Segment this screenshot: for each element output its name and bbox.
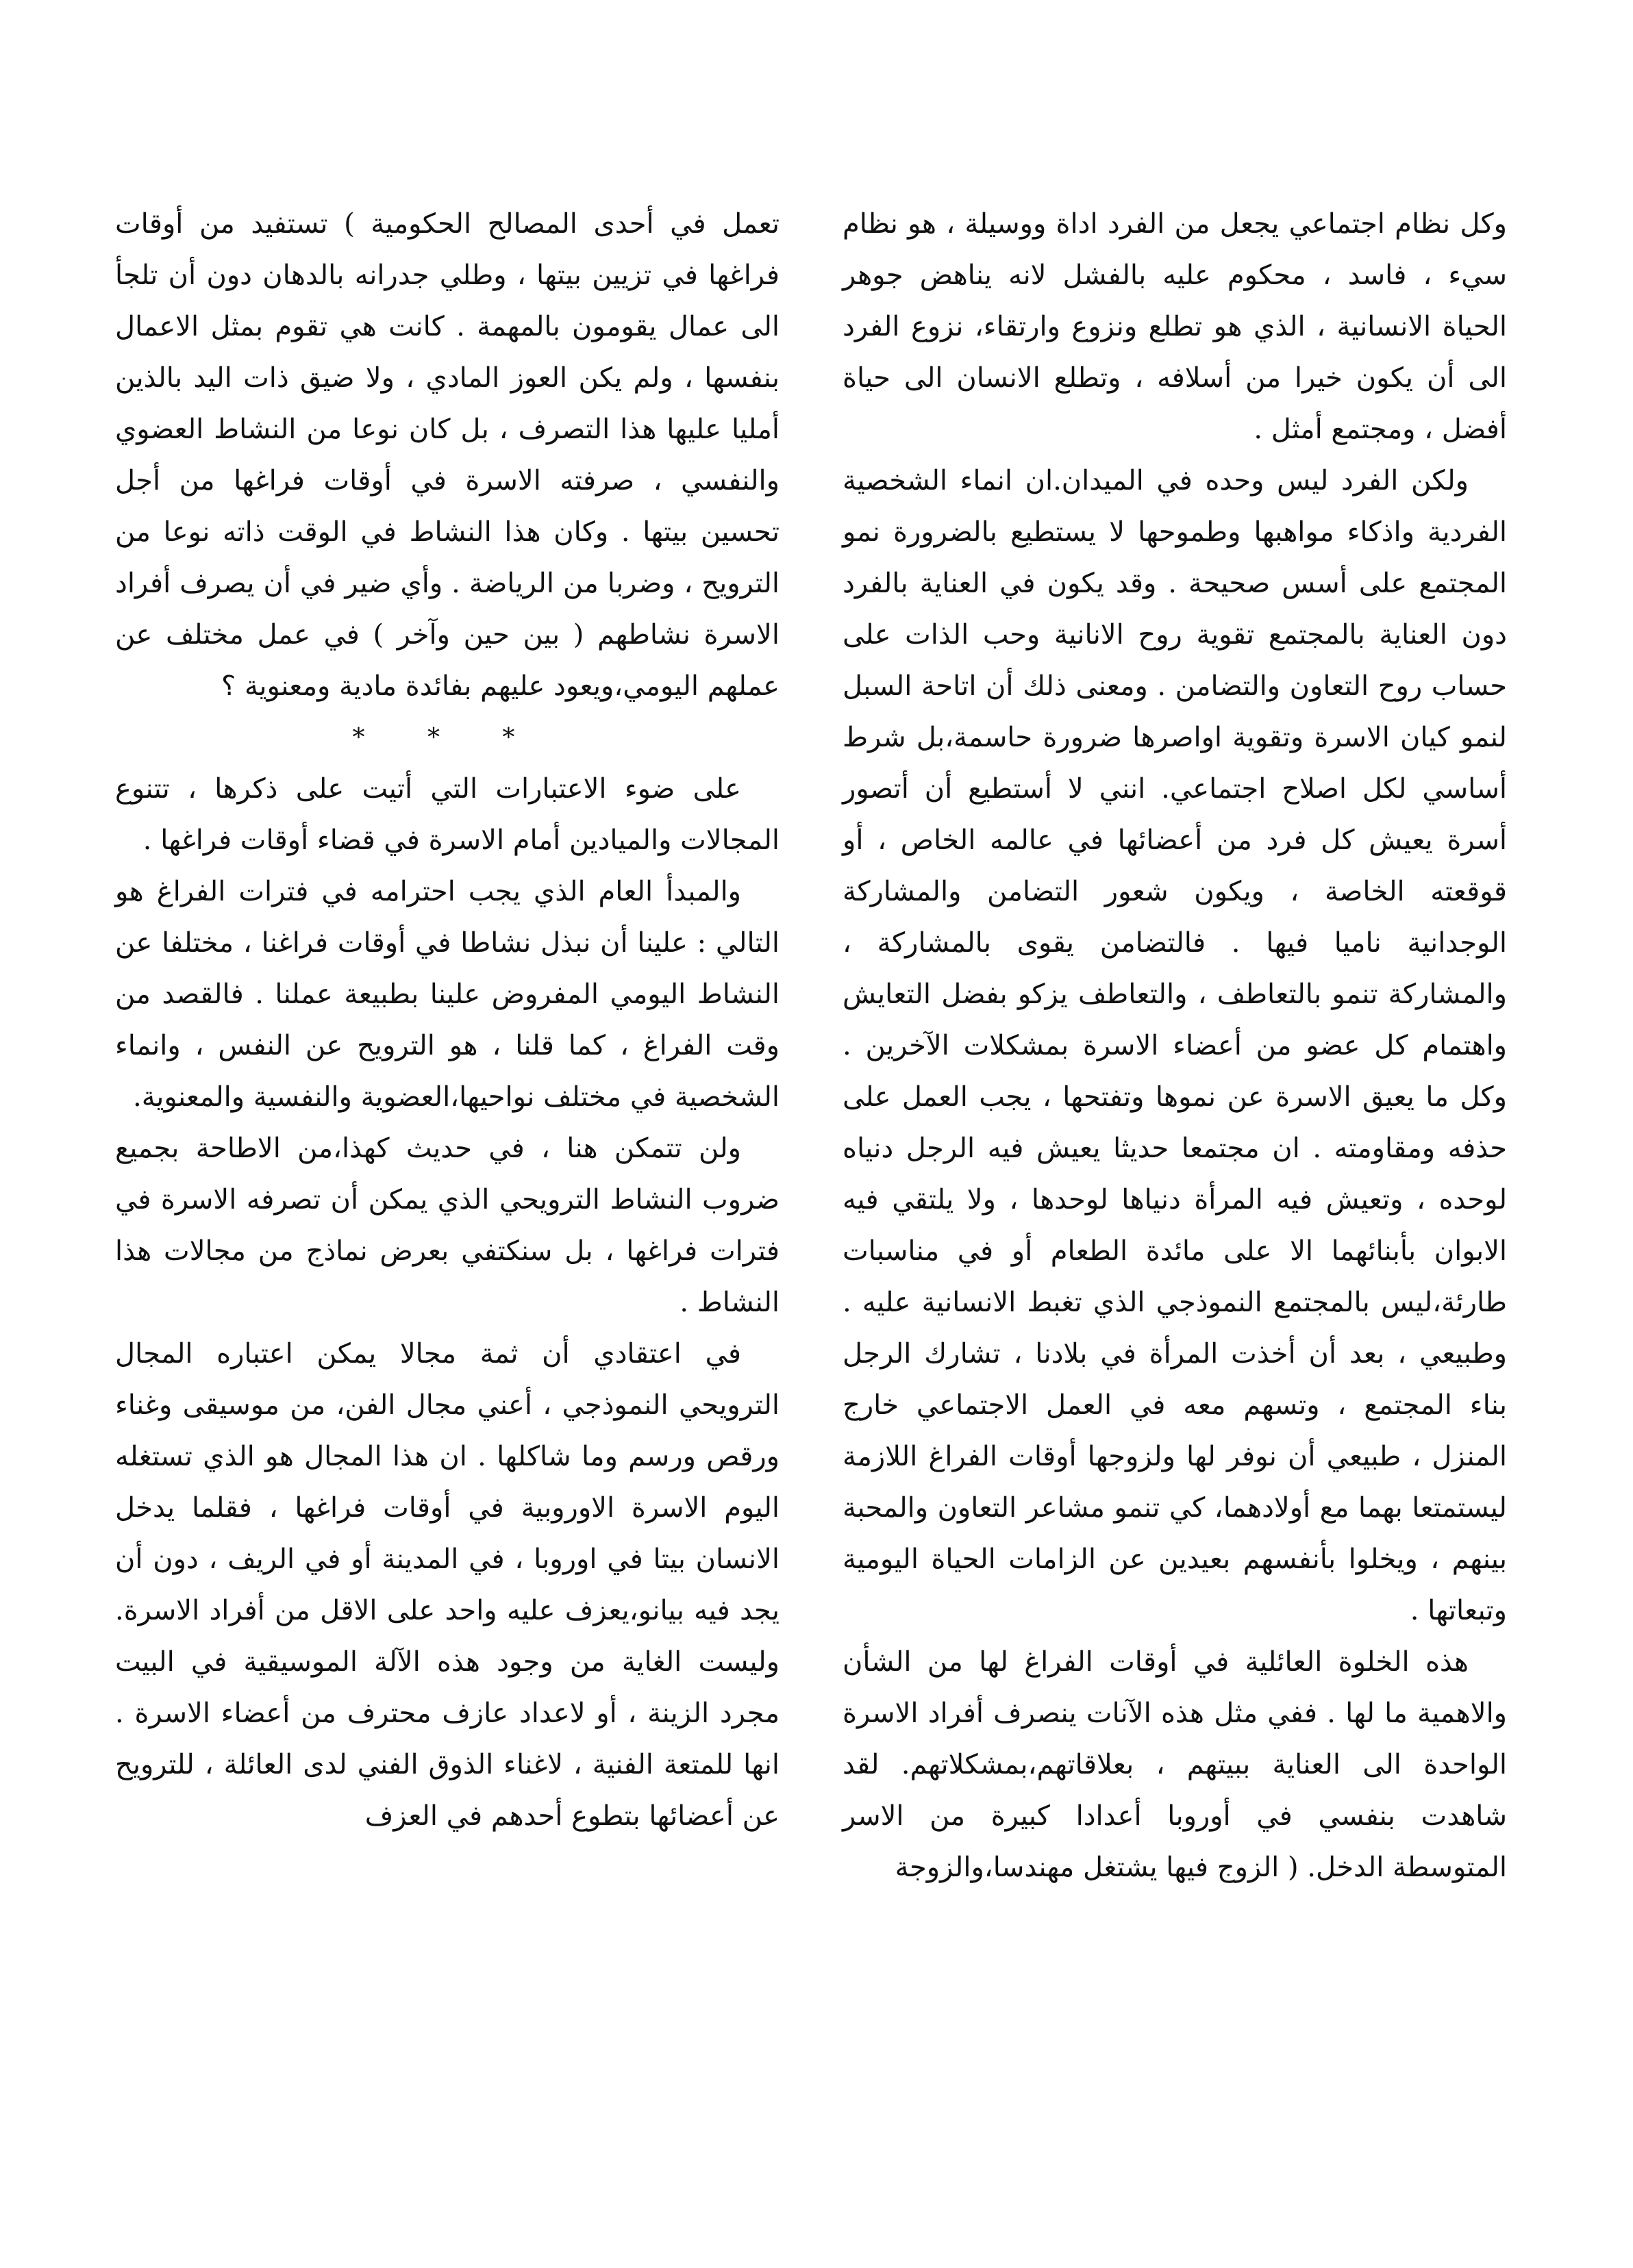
paragraph: على ضوء الاعتبارات التي أتيت على ذكرها ، تتنوع المجالات والميادين أمام الاسرة في قضاء أوقات فراغها . bbox=[115, 773, 780, 856]
section-separator: * * * bbox=[352, 724, 543, 752]
paragraph: في اعتقادي أن ثمة مجالا يمكن اعتباره المجال الترويحي النموذجي ، أعني مجال الفن، من موسيقى وغناء ورقص ورسم وما شاكلها . ان هذا المجال هو الذي تستغله اليوم الاسرة الاوروبية في أوقات فراغها ، فقلما يدخل الانسان بيتا في اوروبا ، في المدينة أو في الريف ، دون أن يجد فيه بيانو،يعزف عليه واحد على الاقل من أفراد الاسرة. وليست الغاية من وجود هذه الآلة الموسيقية في البيت مجرد الزينة ، أو لاعداد عازف محترف من أعضاء الاسرة . انها للمتعة الفنية ، لاغناء الذوق الفني لدى العائلة ، للترويح عن أعضائها بتطوع أحدهم في العزف bbox=[115, 1338, 780, 1832]
right-column bbox=[843, 199, 1507, 1893]
paragraph: ولن تتمكن هنا ، في حديث كهذا،من الاطاحة بجميع ضروب النشاط الترويحي الذي يمكن أن تصرفه الاسرة في فترات فراغها ، بل سنكتفي بعرض نماذج من مجالات هذا النشاط . bbox=[115, 1133, 780, 1318]
paragraph: تعمل في أحدى المصالح الحكومية ) تستفيد من أوقات فراغها في تزيين بيتها ، وطلي جدرانه بالدهان دون أن تلجأ الى عمال يقومون بالمهمة . كانت هي تقوم بمثل الاعمال بنفسها ، ولم يكن العوز المادي ، ولا ضيق ذات اليد بالذين أمليا عليها هذا التصرف ، بل كان نوعا من النشاط العضوي والنفسي ، صرفته الاسرة في أوقات فراغها من أجل تحسين بيتها . وكان هذا النشاط في الوقت ذاته نوعا من الترويح ، وضربا من الرياضة . وأي ضير في أن يصرف أفراد الاسرة نشاطهم ( بين حين وآخر ) في عمل مختلف عن عملهم اليومي،ويعود عليهم بفائدة مادية ومعنوية ؟ bbox=[115, 208, 780, 702]
left-column bbox=[115, 199, 780, 1842]
paragraph: ولكن الفرد ليس وحده في الميدان.ان انماء الشخصية الفردية واذكاء مواهبها وطموحها لا يستطيع بالضرورة نمو المجتمع على أسس صحيحة . وقد يكون في العناية بالفرد دون العناية بالمجتمع تقوية روح الانانية وحب الذات على حساب روح التعاون والتضامن . ومعنى ذلك أن اتاحة السبل لنمو كيان الاسرة وتقوية اواصرها ضرورة حاسمة،بل شرط أساسي لكل اصلاح اجتماعي. انني لا أستطيع أن أتصور أسرة يعيش كل فرد من أعضائها في عالمه الخاص ، أو قوقعته الخاصة ، ويكون شعور التضامن والمشاركة الوجدانية ناميا فيها . فالتضامن يقوى بالمشاركة ، والمشاركة تنمو بالتعاطف ، والتعاطف يزكو بفضل التعايش واهتمام كل عضو من أعضاء الاسرة بمشكلات الآخرين . وكل ما يعيق الاسرة عن نموها وتفتحها ، يجب العمل على حذفه ومقاومته . ان مجتمعا حديثا يعيش فيه الرجل دنياه لوحده ، وتعيش فيه المرأة دنياها لوحدها ، ولا يلتقي فيه الابوان بأبنائهما الا على مائدة الطعام أو في مناسبات طارئة،ليس بالمجتمع النموذجي الذي تغبط الانسانية عليه . وطبيعي ، بعد أن أخذت المرأة في بلادنا ، تشارك الرجل بناء المجتمع ، وتسهم معه في العمل الاجتماعي خارج المنزل ، طبيعي أن نوفر لها ولزوجها أوقات الفراغ اللازمة ليستمتعا بهما مع أولادهما، كي تنمو مشاعر التعاون والمحبة بينهم ، ويخلوا بأنفسهم بعيدين عن الزامات الحياة اليومية وتبعاتها . bbox=[843, 465, 1508, 1626]
paragraph: هذه الخلوة العائلية في أوقات الفراغ لها من الشأن والاهمية ما لها . ففي مثل هذه الآنات ينصرف أفراد الاسرة الواحدة الى العناية ببيتهم ، بعلاقاتهم،بمشكلاتهم. لقد شاهدت بنفسي في أوروبا أعدادا كبيرة من الاسر المتوسطة الدخل. ( الزوج فيها يشتغل مهندسا،والزوجة bbox=[843, 1646, 1507, 1883]
paragraph: والمبدأ العام الذي يجب احترامه في فترات الفراغ هو التالي : علينا أن نبذل نشاطا في أوقات فراغنا ، مختلفا عن النشاط اليومي المفروض علينا بطبيعة عملنا . فالقصد من وقت الفراغ ، كما قلنا ، هو الترويح عن النفس ، وانماء الشخصية في مختلف نواحيها،العضوية والنفسية والمعنوية. bbox=[115, 876, 780, 1113]
paragraph: وكل نظام اجتماعي يجعل من الفرد اداة ووسيلة ، هو نظام سيء ، فاسد ، محكوم عليه بالفشل لانه يناهض جوهر الحياة الانسانية ، الذي هو تطلع ونزوع وارتقاء، نزوع الفرد الى أن يكون خيرا من أسلافه ، وتطلع الانسان الى حياة أفضل ، ومجتمع أمثل . bbox=[843, 208, 1508, 445]
